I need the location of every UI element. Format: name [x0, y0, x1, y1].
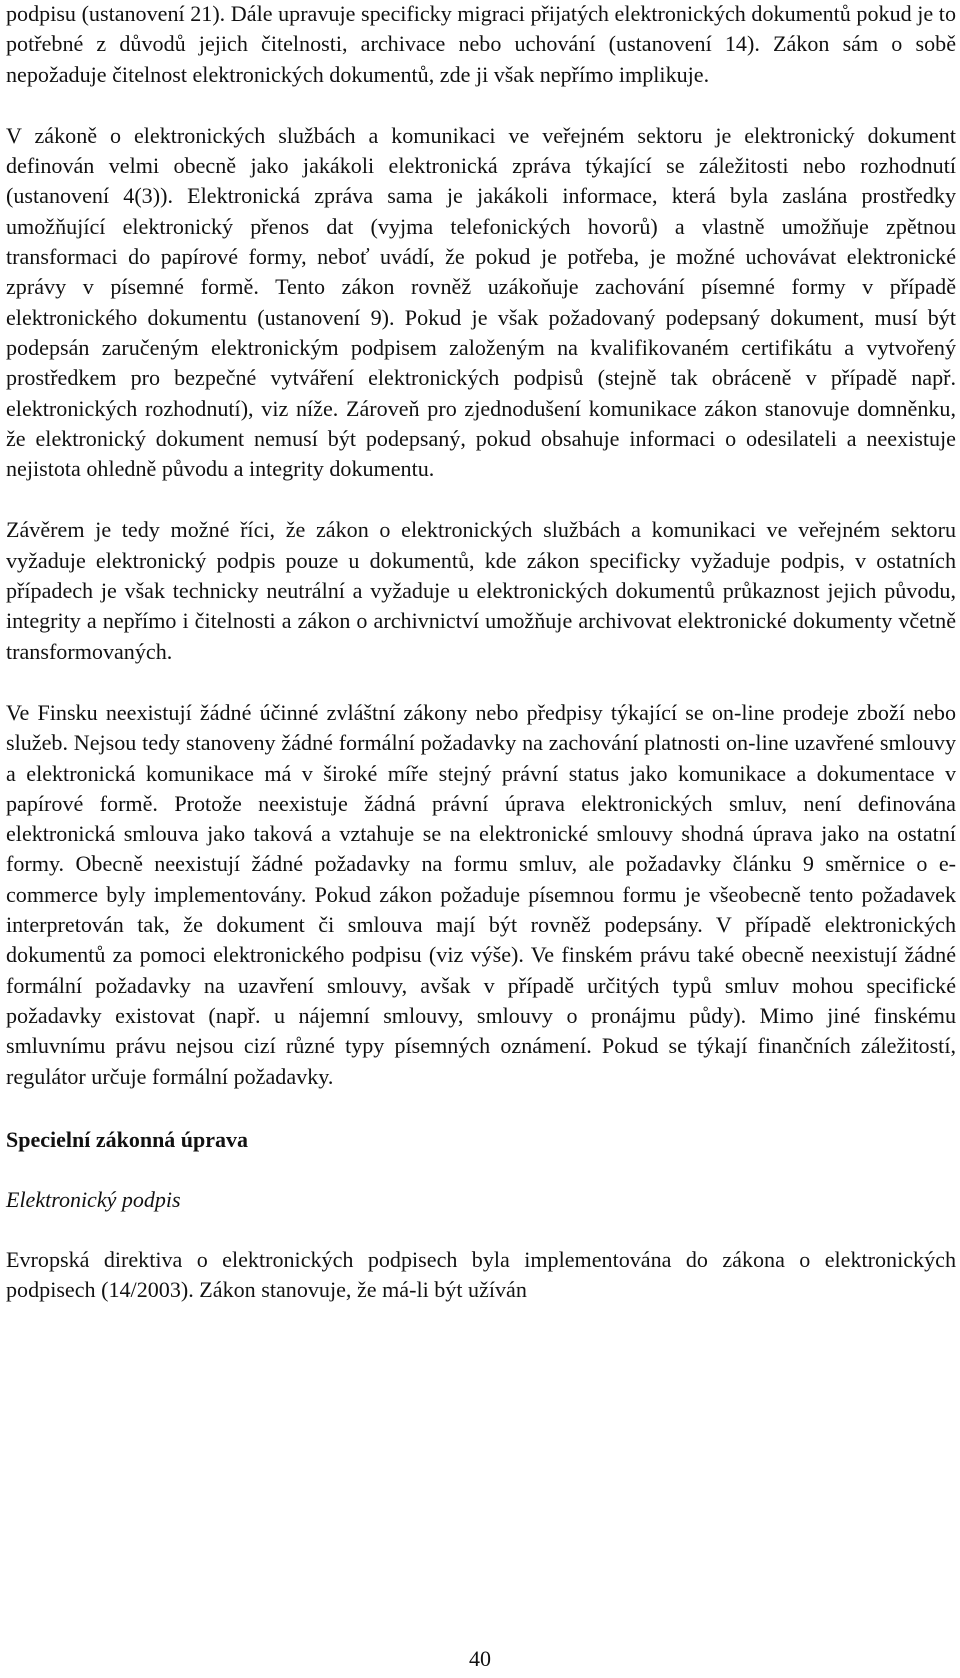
paragraph: Evropská direktiva o elektronických podpisech byla implementována do zákona o elektronických podpisech (14/2003). Zákon stanovuje, že má-li být užíván — [6, 1246, 956, 1303]
subsection-heading: Elektronický podpis — [6, 1186, 181, 1212]
document-page — [6, 0, 956, 1305]
paragraph: V zákoně o elektronických službách a komunikaci ve veřejném sektoru je elektronický dokument definován velmi obecně jako jakákoli elektronická zpráva týkající se záležitosti nebo rozhodnutí (ustanovení 4(3)). Elektronická zpráva sama je jakákoli informace, která byla zaslána prostředky umožňující elektronický přenos dat (vyjma telefonických hovorů) a vlastně umožňuje zpětnou transformaci do papírové formy, neboť uvádí, že pokud je potřeba, je možné uchovávat elektronické zprávy v písemné formě. Tento zákon rovněž uzákoňuje zachování písemné formy v případě elektronického dokumentu (ustanovení 9). Pokud je však požadovaný podepsaný dokument, musí být podepsán zaručeným elektronickým podpisem založeným na kvalifikovaném certifikátu a vytvořený prostředkem pro bezpečné vytváření elektronických podpisů (stejně tak obráceně v případě např. elektronických rozhodnutí), viz níže. Zároveň pro zjednodušení komunikace zákon stanovuje domněnku, že elektronický dokument nemusí být podepsaný, pokud obsahuje informaci o odesilateli a neexistuje nejistota ohledně původu a integrity dokumentu. — [6, 122, 956, 482]
paragraph: podpisu (ustanovení 21). Dále upravuje specificky migraci přijatých elektronických dokumentů pokud je to potřebné z důvodů jejich čitelnosti, archivace nebo uchování (ustanovení 14). Zákon sám o sobě nepožaduje čitelnost elektronických dokumentů, zde ji však nepřímo implikuje. — [6, 1, 956, 87]
section-heading: Specielní zákonná úprava — [6, 1126, 249, 1152]
paragraph: Závěrem je tedy možné říci, že zákon o elektronických službách a komunikaci ve veřejném sektoru vyžaduje elektronický podpis pouze u dokumentů, kde zákon specificky vyžaduje podpis, v ostatních případech je však technicky neutrální a vyžaduje u elektronických dokumentů průkaznost jejich původu, integrity a nepřímo i čitelnosti a zákon o archivnictví umožňuje archivovat elektronické dokumenty včetně transformovaných. — [6, 517, 956, 664]
page-number: 40 — [469, 1646, 491, 1671]
paragraph: Ve Finsku neexistují žádné účinné zvláštní zákony nebo předpisy týkající se on-line prodeje zboží nebo služeb. Nejsou tedy stanoveny žádné formální požadavky na zachování platnosti on-line uzavřené smlouvy a elektronická komunikace má v široké míře stejný právní status jako komunikace a dokumentace v papírové formě. Protože neexistuje žádná právní úprava elektronických smluv, není definována elektronická smlouva jako taková a vztahuje se na elektronické smlouvy shodná úprava jako na ostatní formy. Obecně neexistují žádné požadavky na formu smluv, ale požadavky článku 9 směrnice o e-commerce byly implementovány. Pokud zákon požaduje písemnou formu je všeobecně tento požadavek interpretován tak, že dokument či smlouva mají být rovněž podepsány. V případě elektronických dokumentů za pomoci elektronického podpisu (viz výše). Ve finském právu také obecně neexistují žádné formální požadavky na uzavření smlouvy, avšak v případě určitých typů smluv mohou specifické požadavky existovat (např. u nájemní smlouvy, smlouvy o pronájmu půdy). Mimo jiné finskému smluvnímu právu nejsou cizí různé typy písemných oznámení. Pokud se týkají finančních záležitostí, regulátor určuje formální požadavky. — [6, 699, 956, 1089]
